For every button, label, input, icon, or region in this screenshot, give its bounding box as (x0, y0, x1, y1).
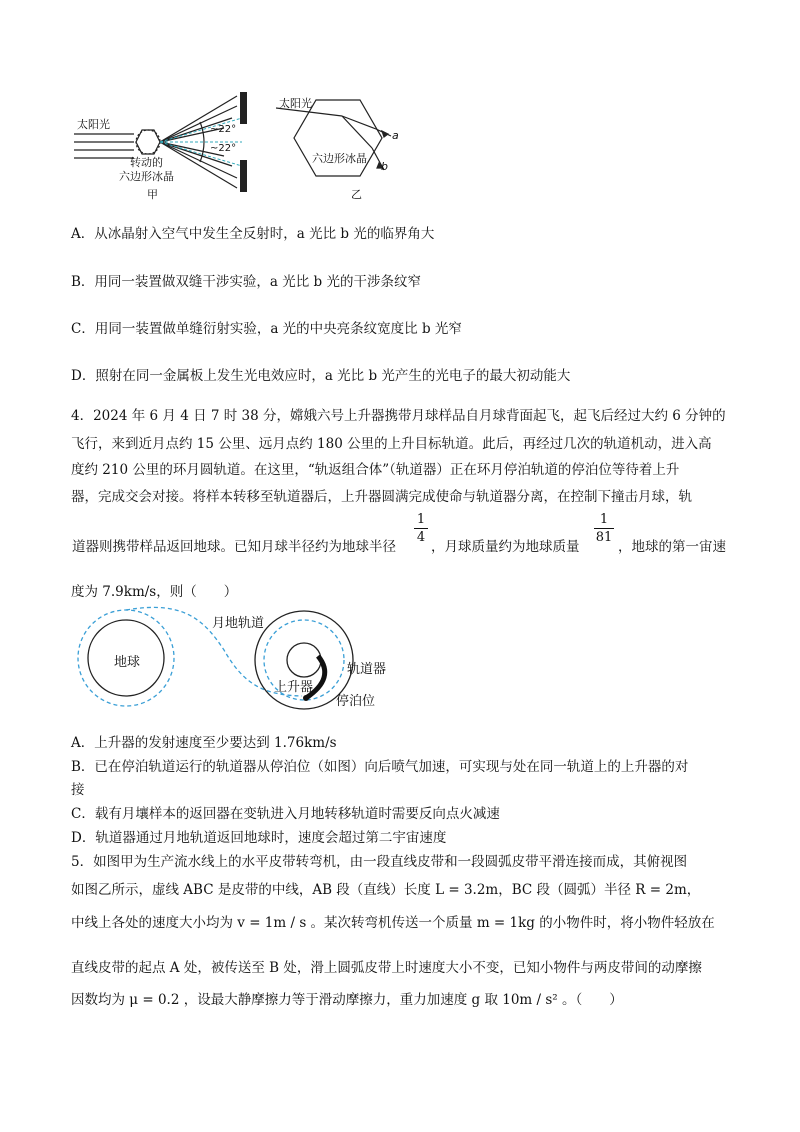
q3-option-a: A．从冰晶射入空气中发生全反射时，a 光比 b 光的临界角大 (71, 226, 435, 242)
frac2-bar (594, 528, 614, 529)
q4-line-1: 4．2024 年 6 月 4 日 7 时 38 分，嫦娥六号上升器携带月球样品自月球背面起飞，起飞后经过大约 6 分钟的 (71, 408, 726, 424)
label-orbiter: 轨道器 (347, 662, 387, 677)
q5-line-5: 因数均为 μ = 0.2 ，设最大静摩擦力等于滑动摩擦力，重力加速度 g 取 10m / s² 。（ ） (71, 992, 623, 1008)
fig2-sunlight: 太阳光 (279, 97, 312, 110)
fraction-quarter (414, 512, 428, 545)
fig1-sunlight: 太阳光 (77, 118, 110, 131)
fig1-angle-1: ~22° (210, 124, 237, 135)
label-berth: 停泊位 (336, 694, 376, 709)
fraction-81 (594, 512, 614, 545)
q4-line-5b: ，月球质量约为地球质量 (431, 539, 580, 555)
fig2-a: a (392, 129, 399, 142)
q3-option-d: D．照射在同一金属板上发生光电效应时，a 光比 b 光产生的光电子的最大初动能大 (71, 368, 571, 384)
q4-line-2: 飞行，来到近月点约 15 公里、远月点约 180 公里的上升目标轨道。此后，再经过几次的轨道机动，进入高 (71, 436, 712, 452)
fig1-ice-label: 转动的 (130, 156, 163, 169)
q5-line-2: 如图乙所示，虚线 ABC 是皮带的中线，AB 段（直线）长度 L = 3.2m，BC 段（圆弧）半径 R = 2m， (71, 882, 701, 898)
fig1-angle-2: ~22° (210, 143, 237, 154)
fig1-caption: 甲 (147, 188, 158, 201)
frac2-num: 1 (599, 512, 609, 527)
q4-option-c: C．载有月壤样本的返回器在变轨进入月地转移轨道时需要反向点火减速 (71, 806, 500, 822)
q4-option-b-cont: 接 (71, 782, 85, 798)
q4-line-3: 度约 210 公里的环月圆轨道。在这里，“轨返组合体”（轨道器）正在环月停泊轨道的停泊位等待着上升 (71, 462, 680, 478)
fig2-b: b (381, 160, 388, 173)
q4-line-5a: 道器则携带样品返回地球。已知月球半径约为地球半径 (72, 539, 396, 555)
label-ascender: 上升器 (274, 680, 314, 695)
q4-option-d: D．轨道器通过月地轨道返回地球时，速度会超过第二宇宙速度 (71, 830, 447, 846)
fig2-caption: 乙 (351, 188, 362, 201)
q3-option-c: C．用同一装置做单缝衍射实验，a 光的中央亮条纹宽度比 b 光窄 (71, 321, 462, 337)
q4-line-6: 度为 7.9km/s，则（ ） (71, 584, 238, 600)
label-earth: 地球 (114, 655, 141, 670)
frac1-bar (414, 528, 428, 529)
frac1-num: 1 (416, 512, 426, 527)
q3-option-b: B．用同一装置做双缝干涉实验，a 光比 b 光的干涉条纹窄 (71, 274, 421, 290)
frac1-den: 4 (416, 530, 426, 545)
q4-line-5c: ，地球的第一宙速 (618, 539, 726, 555)
fig1-ice-label-2: 六边形冰晶 (119, 170, 174, 183)
q4-line-4: 器，完成交会对接。将样本转移至轨道器后，上升器圆满完成使命与轨道器分离，在控制下撞击月球，轨 (71, 489, 692, 505)
fig2-crystal: 六边形冰晶 (312, 152, 367, 165)
q4-option-b: B．已在停泊轨道运行的轨道器从停泊位（如图）向后喷气加速，可实现与处在同一轨道上的上升器的对 (71, 759, 689, 775)
q4-option-a: A．上升器的发射速度至少要达到 1.76km/s (71, 735, 337, 751)
q5-line-3: 中线上各处的速度大小均为 v = 1m / s 。某次转弯机传送一个质量 m = 1kg 的小物件时，将小物件轻放在 (71, 915, 715, 931)
q5-line-4: 直线皮带的起点 A 处，被传送至 B 处，滑上圆弧皮带上时速度大小不变，已知小物件与两皮带间的动摩擦 (71, 960, 702, 976)
label-moon-earth-orbit: 月地轨道 (212, 616, 265, 631)
q5-line-1: 5．如图甲为生产流水线上的水平皮带转弯机，由一段直线皮带和一段圆弧皮带平滑连接而成，其俯视图 (71, 854, 688, 870)
frac2-den: 81 (595, 530, 613, 545)
